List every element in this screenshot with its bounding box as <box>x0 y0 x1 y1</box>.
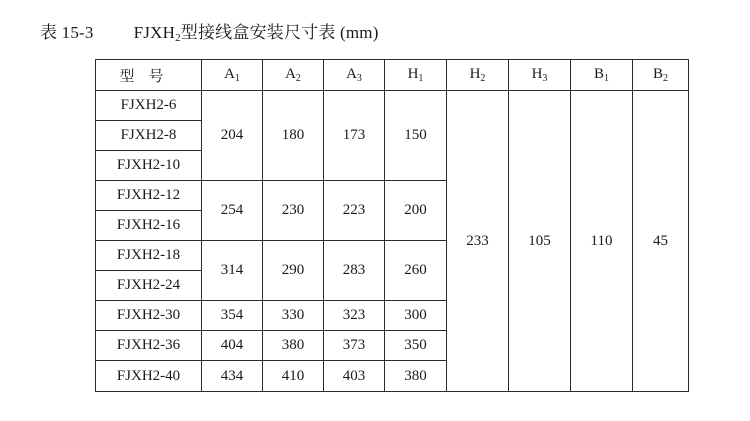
header-h1: $H_1$ <box>385 60 447 91</box>
model-cell: FJXH2-6 <box>96 91 202 121</box>
header-a2: $A_2$ <box>263 60 324 91</box>
header-h2: $H_2$ <box>447 60 509 91</box>
h2-common-cell: 233 <box>447 91 509 392</box>
header-a3: $A_3$ <box>324 60 385 91</box>
a1-cell: 254 <box>202 181 263 241</box>
a3-cell: 283 <box>324 241 385 301</box>
model-cell: FJXH2-16 <box>96 211 202 241</box>
a1-cell: 404 <box>202 331 263 361</box>
a2-cell: 290 <box>263 241 324 301</box>
h1-cell: 150 <box>385 91 447 181</box>
table-caption <box>40 18 379 44</box>
a3-cell: 323 <box>324 301 385 331</box>
header-h3: $H_3$ <box>509 60 571 91</box>
model-cell: FJXH2-10 <box>96 151 202 181</box>
a3-cell: 373 <box>324 331 385 361</box>
header-row <box>96 60 689 91</box>
caption-model: FJXH <box>133 23 176 42</box>
model-cell: FJXH2-36 <box>96 331 202 361</box>
a1-cell: 204 <box>202 91 263 181</box>
b2-common-cell: 45 <box>633 91 689 392</box>
header-a1: $A_1$ <box>202 60 263 91</box>
h1-cell: 200 <box>385 181 447 241</box>
h1-cell: 260 <box>385 241 447 301</box>
header-b1: $B_1$ <box>571 60 633 91</box>
h1-cell: 380 <box>385 361 447 392</box>
a2-cell: 330 <box>263 301 324 331</box>
h1-cell: 350 <box>385 331 447 361</box>
b1-common-cell: 110 <box>571 91 633 392</box>
dimension-table <box>95 59 689 392</box>
caption-title: 型接线盒安装尺寸表 (mm) <box>180 23 379 42</box>
model-cell: FJXH2-24 <box>96 271 202 301</box>
a2-cell: 380 <box>263 331 324 361</box>
a2-cell: 230 <box>263 181 324 241</box>
a3-cell: 223 <box>324 181 385 241</box>
a3-cell: 173 <box>324 91 385 181</box>
a3-cell: 403 <box>324 361 385 392</box>
model-cell: FJXH2-18 <box>96 241 202 271</box>
model-cell: FJXH2-40 <box>96 361 202 392</box>
model-cell: FJXH2-8 <box>96 121 202 151</box>
model-cell: FJXH2-30 <box>96 301 202 331</box>
a1-cell: 314 <box>202 241 263 301</box>
a1-cell: 434 <box>202 361 263 392</box>
h3-common-cell: 105 <box>509 91 571 392</box>
caption-number: 表 15-3 <box>40 23 94 42</box>
caption-model-subscript: 2 <box>175 32 181 44</box>
a2-cell: 410 <box>263 361 324 392</box>
a1-cell: 354 <box>202 301 263 331</box>
a2-cell: 180 <box>263 91 324 181</box>
table-row <box>96 91 689 121</box>
header-model: 型号 <box>96 60 202 91</box>
header-b2: $B_2$ <box>633 60 689 91</box>
model-cell: FJXH2-12 <box>96 181 202 211</box>
h1-cell: 300 <box>385 301 447 331</box>
